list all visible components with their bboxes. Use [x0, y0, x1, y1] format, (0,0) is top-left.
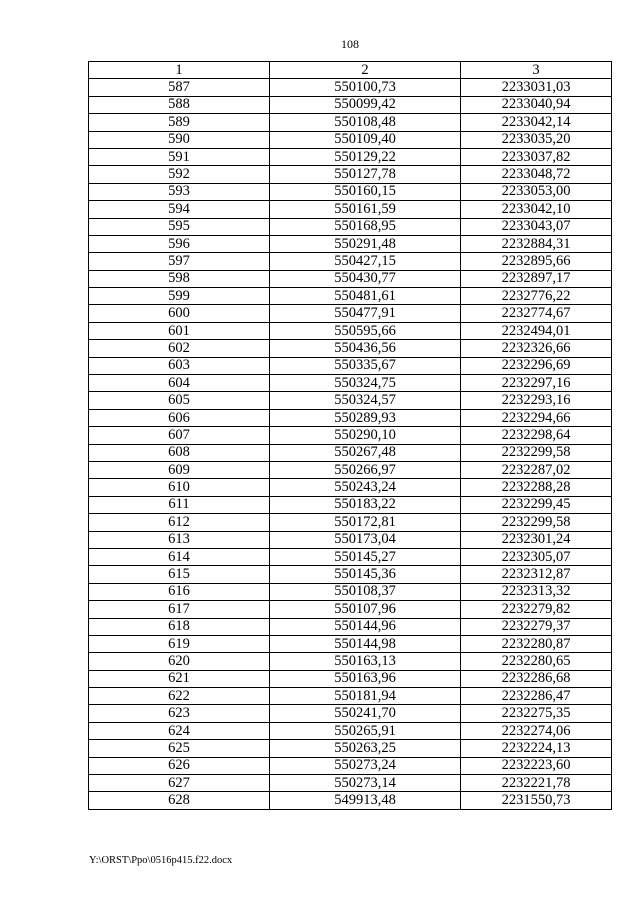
table-cell: 550161,59: [270, 201, 461, 218]
table-cell: 2231550,73: [461, 792, 612, 809]
table-cell: 2232299,58: [461, 444, 612, 461]
table-cell: 614: [89, 548, 270, 565]
table-cell: 2233042,14: [461, 114, 612, 131]
table-row: [89, 183, 612, 200]
table-row: [89, 461, 612, 478]
table-cell: 550160,15: [270, 183, 461, 200]
table-cell: 2232776,22: [461, 288, 612, 305]
table-row: [89, 618, 612, 635]
table-cell: 550436,56: [270, 340, 461, 357]
table-cell: 621: [89, 670, 270, 687]
table-row: [89, 375, 612, 392]
table-cell: 2232286,68: [461, 670, 612, 687]
table-row: [89, 705, 612, 722]
table-cell: 550324,57: [270, 392, 461, 409]
table-cell: 2232313,32: [461, 583, 612, 600]
table-cell: 2233037,82: [461, 148, 612, 165]
table-cell: 2233035,20: [461, 131, 612, 148]
table-cell: 2232301,24: [461, 531, 612, 548]
table-cell: 596: [89, 235, 270, 252]
table-cell: 590: [89, 131, 270, 148]
table-cell: 2232305,07: [461, 548, 612, 565]
table-cell: 550099,42: [270, 96, 461, 113]
table-cell: 626: [89, 757, 270, 774]
table-cell: 601: [89, 322, 270, 339]
table-cell: 550100,73: [270, 79, 461, 96]
table-cell: 594: [89, 201, 270, 218]
table-cell: 2232494,01: [461, 322, 612, 339]
table-row: [89, 166, 612, 183]
table-cell: 2232279,37: [461, 618, 612, 635]
table-cell: 2232280,65: [461, 653, 612, 670]
table-cell: 550266,97: [270, 461, 461, 478]
table-cell: 2232274,06: [461, 722, 612, 739]
table-cell: 2232897,17: [461, 270, 612, 287]
table-cell: 588: [89, 96, 270, 113]
table-cell: 602: [89, 340, 270, 357]
table-cell: 550273,24: [270, 757, 461, 774]
table-cell: 550108,37: [270, 583, 461, 600]
table-cell: 627: [89, 775, 270, 792]
table-cell: 619: [89, 635, 270, 652]
table-cell: 550273,14: [270, 775, 461, 792]
table-cell: 615: [89, 566, 270, 583]
table-cell: 2232288,28: [461, 479, 612, 496]
table-cell: 598: [89, 270, 270, 287]
table-row: [89, 740, 612, 757]
table-cell: 591: [89, 148, 270, 165]
table-row: [89, 357, 612, 374]
table-row: [89, 653, 612, 670]
table-cell: 550108,48: [270, 114, 461, 131]
table-row: [89, 253, 612, 270]
table-row: [89, 444, 612, 461]
table-cell: 625: [89, 740, 270, 757]
table-cell: 2232224,13: [461, 740, 612, 757]
table-cell: 550163,96: [270, 670, 461, 687]
table-cell: 2232312,87: [461, 566, 612, 583]
table-row: [89, 235, 612, 252]
table-row: [89, 548, 612, 565]
coordinates-table: [88, 61, 612, 810]
table-cell: 603: [89, 357, 270, 374]
table-cell: 2232884,31: [461, 235, 612, 252]
table-row: [89, 322, 612, 339]
table-header-row: [89, 62, 612, 79]
column-header: 2: [270, 62, 461, 79]
table-cell: 550241,70: [270, 705, 461, 722]
table-cell: 550430,77: [270, 270, 461, 287]
table-cell: 2232296,69: [461, 357, 612, 374]
table-row: [89, 218, 612, 235]
table-cell: 618: [89, 618, 270, 635]
table-cell: 2232280,87: [461, 635, 612, 652]
table-cell: 613: [89, 531, 270, 548]
table-row: [89, 670, 612, 687]
table-cell: 550263,25: [270, 740, 461, 757]
table-row: [89, 270, 612, 287]
table-cell: 550290,10: [270, 427, 461, 444]
table-cell: 623: [89, 705, 270, 722]
table-cell: 593: [89, 183, 270, 200]
table-cell: 550595,66: [270, 322, 461, 339]
table-cell: 550127,78: [270, 166, 461, 183]
table-cell: 2232298,64: [461, 427, 612, 444]
table-row: [89, 114, 612, 131]
table-cell: 608: [89, 444, 270, 461]
table-cell: 611: [89, 496, 270, 513]
table-cell: 2232774,67: [461, 305, 612, 322]
table-cell: 2232299,45: [461, 496, 612, 513]
table-cell: 2233048,72: [461, 166, 612, 183]
table-row: [89, 722, 612, 739]
table-cell: 550324,75: [270, 375, 461, 392]
table-cell: 550427,15: [270, 253, 461, 270]
table-cell: 610: [89, 479, 270, 496]
table-cell: 550291,48: [270, 235, 461, 252]
table-row: [89, 496, 612, 513]
table-cell: 2233042,10: [461, 201, 612, 218]
column-header: 1: [89, 62, 270, 79]
table-cell: 612: [89, 514, 270, 531]
table-cell: 2232297,16: [461, 375, 612, 392]
table-cell: 550181,94: [270, 688, 461, 705]
page-number: 108: [341, 37, 359, 51]
table-cell: 2232895,66: [461, 253, 612, 270]
table-cell: 550145,36: [270, 566, 461, 583]
table-row: [89, 201, 612, 218]
table-row: [89, 79, 612, 96]
table-cell: 550477,91: [270, 305, 461, 322]
table-cell: 617: [89, 601, 270, 618]
table-cell: 550107,96: [270, 601, 461, 618]
table-cell: 628: [89, 792, 270, 809]
table-row: [89, 96, 612, 113]
table-cell: 599: [89, 288, 270, 305]
table-cell: 2232326,66: [461, 340, 612, 357]
table-cell: 2232293,16: [461, 392, 612, 409]
table-row: [89, 583, 612, 600]
table-cell: 550109,40: [270, 131, 461, 148]
table-cell: 604: [89, 375, 270, 392]
table-cell: 2233031,03: [461, 79, 612, 96]
table-cell: 589: [89, 114, 270, 131]
table-row: [89, 514, 612, 531]
table-cell: 2232294,66: [461, 409, 612, 426]
table-row: [89, 792, 612, 809]
table-cell: 600: [89, 305, 270, 322]
table-cell: 2232275,35: [461, 705, 612, 722]
table-cell: 550481,61: [270, 288, 461, 305]
table-cell: 550168,95: [270, 218, 461, 235]
table-row: [89, 601, 612, 618]
table-cell: 609: [89, 461, 270, 478]
table-row: [89, 479, 612, 496]
table-row: [89, 531, 612, 548]
table-cell: 624: [89, 722, 270, 739]
table-row: [89, 635, 612, 652]
table-cell: 550129,22: [270, 148, 461, 165]
table-cell: 2232221,78: [461, 775, 612, 792]
table-row: [89, 775, 612, 792]
table-cell: 587: [89, 79, 270, 96]
table-row: [89, 340, 612, 357]
column-header: 3: [461, 62, 612, 79]
table-cell: 549913,48: [270, 792, 461, 809]
table-row: [89, 131, 612, 148]
table-cell: 622: [89, 688, 270, 705]
table-cell: 592: [89, 166, 270, 183]
table-cell: 616: [89, 583, 270, 600]
table-cell: 550183,22: [270, 496, 461, 513]
table-cell: 595: [89, 218, 270, 235]
table-cell: 2233043,07: [461, 218, 612, 235]
table-cell: 550243,24: [270, 479, 461, 496]
table-cell: 607: [89, 427, 270, 444]
table-cell: 550144,98: [270, 635, 461, 652]
table-cell: 2233040,94: [461, 96, 612, 113]
table-row: [89, 427, 612, 444]
table-cell: 2232287,02: [461, 461, 612, 478]
table-body: [89, 79, 612, 809]
table-cell: 605: [89, 392, 270, 409]
table-cell: 2233053,00: [461, 183, 612, 200]
table-cell: 550265,91: [270, 722, 461, 739]
table-cell: 597: [89, 253, 270, 270]
table-row: [89, 409, 612, 426]
table-cell: 550173,04: [270, 531, 461, 548]
table-cell: 550267,48: [270, 444, 461, 461]
table-cell: 2232223,60: [461, 757, 612, 774]
table-row: [89, 148, 612, 165]
table-cell: 620: [89, 653, 270, 670]
table-cell: 550145,27: [270, 548, 461, 565]
table-row: [89, 566, 612, 583]
table-cell: 2232279,82: [461, 601, 612, 618]
footer-file-path: Y:\ORST\Ppo\0516p415.f22.docx: [89, 855, 233, 866]
table-cell: 550289,93: [270, 409, 461, 426]
table-cell: 550144,96: [270, 618, 461, 635]
table-cell: 2232299,58: [461, 514, 612, 531]
table-row: [89, 392, 612, 409]
table-row: [89, 688, 612, 705]
table-row: [89, 757, 612, 774]
table-cell: 550172,81: [270, 514, 461, 531]
table-cell: 2232286,47: [461, 688, 612, 705]
table-row: [89, 305, 612, 322]
table-cell: 550335,67: [270, 357, 461, 374]
table-cell: 550163,13: [270, 653, 461, 670]
table-row: [89, 288, 612, 305]
table-cell: 606: [89, 409, 270, 426]
